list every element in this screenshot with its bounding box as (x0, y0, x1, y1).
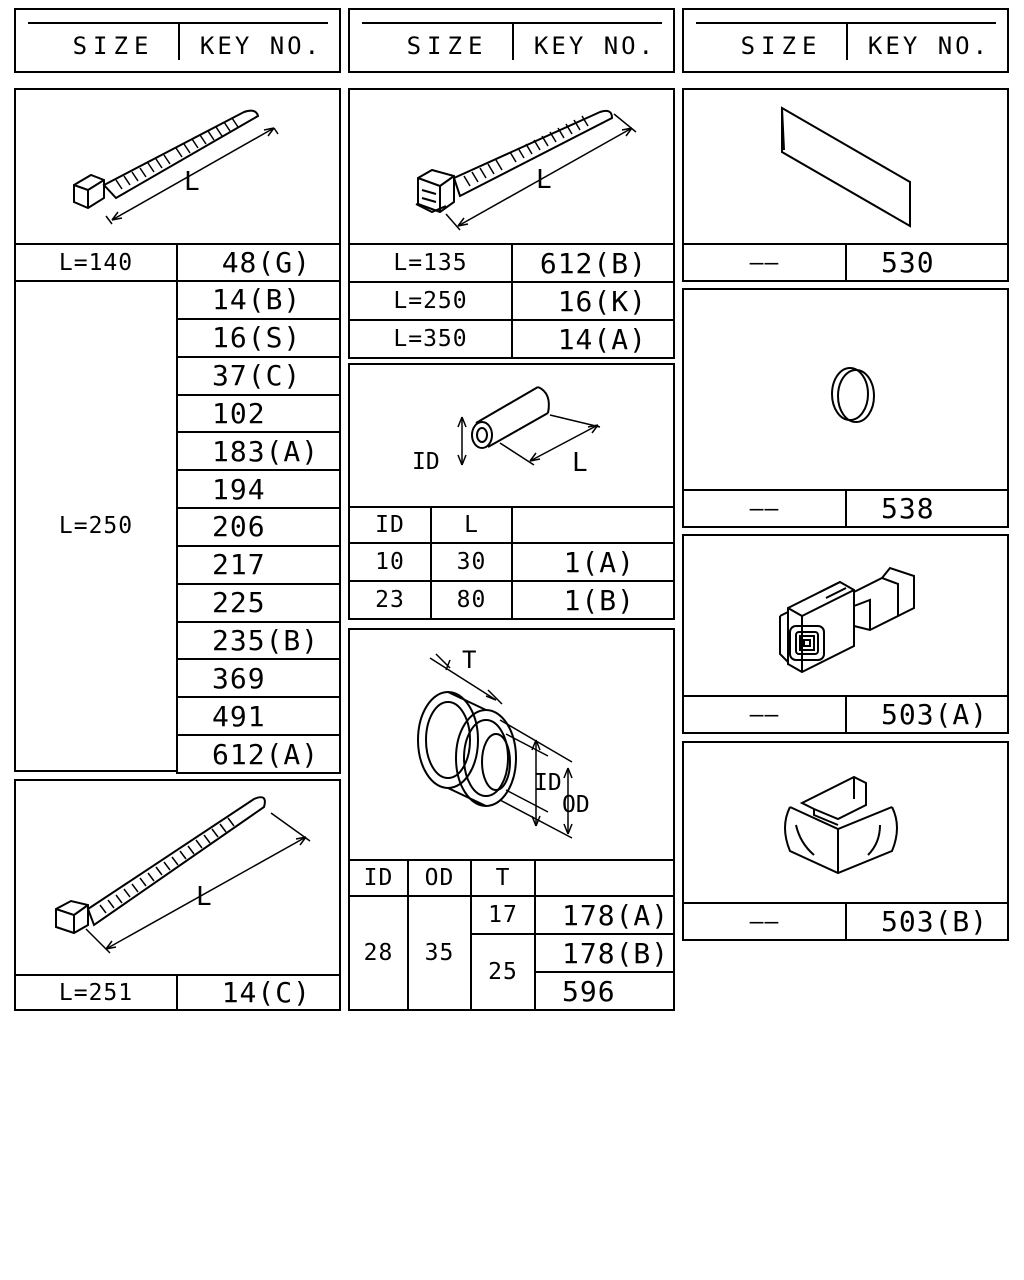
header-divider (178, 22, 180, 60)
connector-icon (684, 536, 1011, 699)
grommet-id-value: 28 (348, 895, 409, 1011)
disc-illustration-panel (682, 288, 1009, 491)
group-key-cell: 235(B) (176, 621, 341, 661)
key-cell: 503(A) (845, 695, 1009, 734)
sheet-illustration-panel (682, 88, 1009, 245)
size-cell: L=250 (348, 281, 513, 321)
grommet-key: 596 (534, 971, 675, 1011)
clip-icon (684, 743, 1011, 906)
group-key-cell: 102 (176, 394, 341, 434)
grommet-icon (350, 630, 677, 863)
header-col3 (682, 8, 1009, 73)
dim-label-id: ID (412, 449, 440, 475)
size-cell: —— (682, 902, 847, 941)
header-key-label: KEY NO. (199, 32, 323, 60)
dim-label-t: T (462, 646, 477, 674)
tube-illustration-panel (348, 363, 675, 508)
group-key-cell: 491 (176, 696, 341, 736)
key-cell: 612(B) (511, 243, 675, 283)
grommet-t-value: 17 (470, 895, 536, 935)
dim-label-l: L (184, 167, 200, 197)
size-cell: L=140 (14, 243, 178, 282)
size-cell: L=135 (348, 243, 513, 283)
header-size-label: SIZE (72, 32, 155, 60)
group-key-cell: 183(A) (176, 431, 341, 471)
header-col2 (348, 8, 675, 73)
header-divider (846, 22, 848, 60)
tube-header-key (511, 506, 675, 544)
dim-label-id: ID (534, 770, 562, 796)
grommet-table (348, 859, 675, 1011)
header-key-label: KEY NO. (533, 32, 657, 60)
grommet-od-value: 35 (407, 895, 472, 1011)
size-cell: L=350 (348, 319, 513, 359)
dim-label-l: L (536, 165, 552, 195)
group-key-cell: 206 (176, 507, 341, 547)
cable-tie-long-icon (16, 781, 343, 978)
grommet-header-key (534, 859, 675, 897)
key-cell: 503(B) (845, 902, 1009, 941)
grommet-t-value: 25 (470, 933, 536, 1011)
size-cell: L=251 (14, 974, 178, 1011)
group-size-cell: L=250 (14, 280, 178, 772)
header-col1 (14, 8, 341, 73)
tie-teeth (116, 118, 238, 189)
dim-label-l: L (196, 882, 212, 912)
disc-icon (684, 290, 1011, 493)
tube-header-l: L (430, 506, 513, 544)
cable-tie-illustration-panel (14, 88, 341, 245)
tube-table (348, 506, 675, 620)
group-key-cell: 194 (176, 469, 341, 509)
header-divider (512, 22, 514, 60)
clip-illustration-panel (682, 741, 1009, 904)
group-key-cell: 612(A) (176, 734, 341, 774)
group-key-cell: 225 (176, 583, 341, 623)
dim-label-l: L (572, 448, 588, 478)
sheet-icon (684, 90, 1011, 247)
key-cell: 530 (845, 243, 1009, 282)
tube-l-cell: 30 (430, 542, 513, 582)
grommet-header-t: T (470, 859, 536, 897)
group-key-cell: 14(B) (176, 280, 341, 320)
size-cell: —— (682, 243, 847, 282)
grommet-header-id: ID (348, 859, 409, 897)
key-cell: 538 (845, 489, 1009, 528)
connector-illustration-panel (682, 534, 1009, 697)
grommet-key: 178(A) (534, 895, 675, 935)
group-key-cell: 217 (176, 545, 341, 585)
size-cell: —— (682, 489, 847, 528)
dim-label-od: OD (562, 792, 590, 818)
group-key-cell: 37(C) (176, 356, 341, 396)
tube-l-cell: 80 (430, 580, 513, 620)
key-cell: 16(K) (511, 281, 675, 321)
key-cell: 14(A) (511, 319, 675, 359)
group-key-cell: 369 (176, 658, 341, 698)
tube-header-id: ID (348, 506, 432, 544)
header-size-label: SIZE (406, 32, 489, 60)
tie-teeth (100, 818, 234, 913)
grommet-key: 178(B) (534, 933, 675, 973)
tube-id-cell: 10 (348, 542, 432, 582)
header-size-label: SIZE (740, 32, 823, 60)
header-key-label: KEY NO. (867, 32, 991, 60)
group-key-list (176, 280, 341, 772)
cable-tie-icon (16, 90, 343, 247)
tube-id-cell: 23 (348, 580, 432, 620)
grommet-header-od: OD (407, 859, 472, 897)
cable-tie-long-illustration-panel (14, 779, 341, 976)
cable-tie-mount-illustration-panel (348, 88, 675, 245)
grommet-illustration-panel (348, 628, 675, 861)
tube-key-cell: 1(B) (511, 580, 675, 620)
group-key-cell: 16(S) (176, 318, 341, 358)
key-cell: 48(G) (176, 243, 341, 282)
tube-icon (350, 365, 677, 510)
cable-tie-mount-icon (350, 90, 677, 247)
tube-key-cell: 1(A) (511, 542, 675, 582)
key-cell: 14(C) (176, 974, 341, 1011)
cable-tie-mount-table (348, 243, 675, 357)
size-cell: —— (682, 695, 847, 734)
